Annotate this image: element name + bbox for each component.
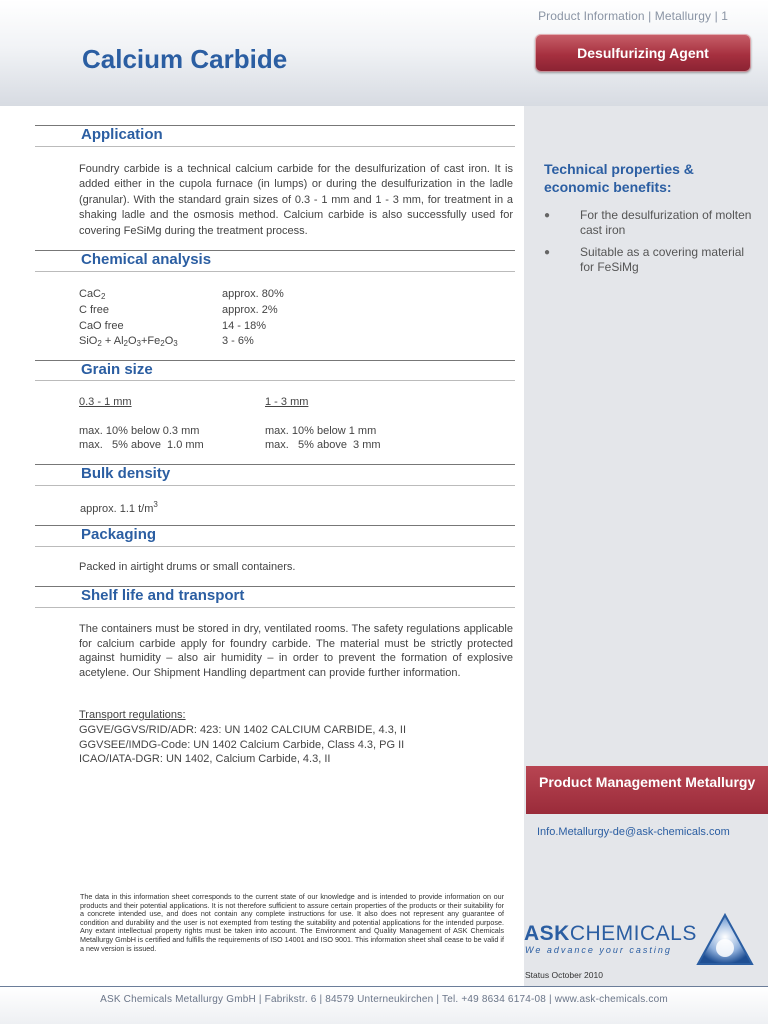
bullet-icon: ● <box>544 210 551 221</box>
section-title-application: Application <box>81 126 163 143</box>
section-title-bulk: Bulk density <box>81 465 171 482</box>
product-management-box: Product Management Metallurgy <box>526 766 768 814</box>
section-divider <box>35 271 515 272</box>
transport-heading: Transport regulations: <box>79 709 186 721</box>
transport-line: ICAO/IATA-DGR: UN 1402, Calcium Carbide, 4.3, II <box>79 753 331 765</box>
list-item: ● For the desulfurization of molten cast iron <box>544 208 752 237</box>
chem-value: 14 - 18% <box>222 320 267 332</box>
chem-name-cac2: CaC$_2$ <box>79 288 106 301</box>
status-date: Status October 2010 <box>525 970 603 980</box>
logo-tagline: We advance your casting <box>525 945 672 955</box>
page-footer: ASK Chemicals Metallurgy GmbH | Fabrikstr. 6 | 84579 Unterneukirchen | Tel. +49 8634 6174-08 | www.ask-chemicals.com <box>0 986 768 1024</box>
section-divider <box>35 546 515 547</box>
packaging-text: Packed in airtight drums or small containers. <box>79 561 296 573</box>
section-title-shelf: Shelf life and transport <box>81 587 245 604</box>
grain-col1-head: 0.3 - 1 mm <box>79 396 132 408</box>
disclaimer-text: The data in this information sheet corresponds to the current state of our knowledge and is intended to provide information on our products and their potential applications. It is not therefore sufficient to assure certain properties of the products or their suitability for a concrete intended use, and does not contain any complete instructions for use. It also does not represent any guarantee of condition and durability and the user is not exempted from testing the suitability and potential applications for the intended purpose. Any extant intellectual property rights must be taken into account. The Environment and Quality Management of ASK Chemicals Metallurgy GmbH is certified and fulfills the requirements of ISO 14001 and ISO 9001. This information sheet shall cease to be valid if a new version is issued. <box>80 892 504 953</box>
page-title: Calcium Carbide <box>82 44 288 74</box>
category-badge: Desulfurizing Agent <box>535 34 751 72</box>
application-text: Foundry carbide is a technical calcium carbide for the desulfurization of cast iron. It is added either in the cupola furnace (in lumps) or during the desulfurization in the ladle (granular). With the standard grain sizes of 0.3 - 1 mm and 1 - 3 mm, for treatment in a shaking ladle and the osmosis method. Calcium carbide is also successfully used for covering FeSiMg during the treatment process. <box>79 163 513 237</box>
ask-chemicals-logo-text: ASKCHEMICALS <box>524 922 697 945</box>
chem-name-oxides: $SiO_2 + Al_2O_3+Fe_2O_3$ <box>79 335 178 348</box>
section-divider <box>35 607 515 608</box>
shelf-text: The containers must be stored in dry, ventilated rooms. The safety regulations applicable for calcium carbide apply for foundry carbide. The material must be strictly protected against humidity – also air humidity – in order to prevent the formation of explosive acetylene. Our Shipment Handling department can provide further information. <box>79 623 513 679</box>
benefit-list <box>544 208 754 282</box>
chem-name: CaO free <box>79 320 124 332</box>
sidebar-heading: Technical properties & economic benefits: <box>544 161 694 195</box>
transport-line: GGVSEE/IMDG-Code: UN 1402 Calcium Carbide, Class 4.3, PG II <box>79 739 405 751</box>
page-topline: Product Information | Metallurgy | 1 <box>538 9 728 23</box>
transport-line: GGVE/GGVS/RID/ADR: 423: UN 1402 CALCIUM CARBIDE, 4.3, II <box>79 724 407 736</box>
grain-col1-line2: max. 5% above 1.0 mm <box>79 439 204 451</box>
bulk-density-value: approx. 1.1 $t/m^3$ <box>80 500 158 515</box>
chem-value: approx. 80% <box>222 288 284 300</box>
chem-value: approx. 2% <box>222 304 278 316</box>
section-divider <box>35 485 515 486</box>
page-header <box>0 0 768 106</box>
section-divider <box>35 146 515 147</box>
chem-value: 3 - 6% <box>222 335 254 347</box>
list-item: ● Suitable as a covering material for FeSiMg <box>544 245 745 274</box>
ask-logo-mark-icon <box>694 912 756 974</box>
section-title-packaging: Packaging <box>81 526 157 543</box>
grain-col1-line1: max. 10% below 0.3 mm <box>79 425 200 437</box>
grain-col2-head: 1 - 3 mm <box>265 396 309 408</box>
bullet-icon: ● <box>544 247 551 258</box>
chem-name: C free <box>79 304 109 316</box>
grain-col2-line1: max. 10% below 1 mm <box>265 425 377 437</box>
section-title-chemical: Chemical analysis <box>81 251 212 268</box>
section-title-grain: Grain size <box>81 361 153 378</box>
grain-col2-line2: max. 5% above 3 mm <box>265 439 381 451</box>
section-divider <box>35 380 515 381</box>
contact-email-link[interactable]: Info.Metallurgy-de@ask-chemicals.com <box>537 826 730 838</box>
